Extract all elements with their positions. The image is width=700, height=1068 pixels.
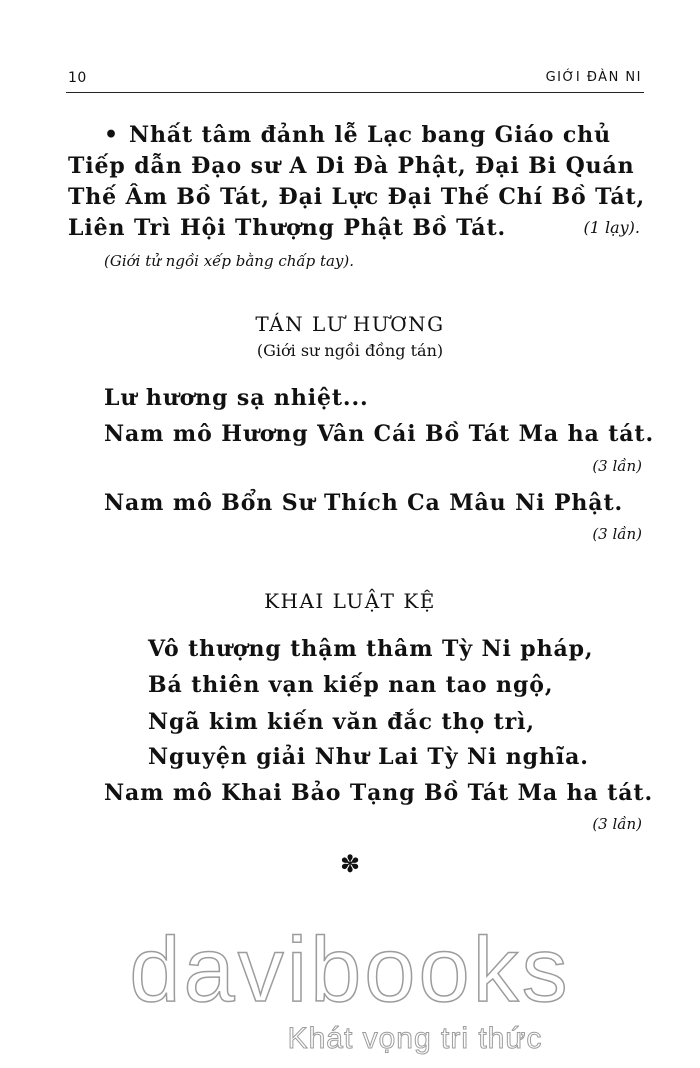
incense-section-title: TÁN LƯ HƯƠNG — [255, 312, 445, 336]
bullet-marker: • — [104, 122, 119, 148]
watermark-brand: davibooks — [129, 919, 571, 1021]
header-divider — [66, 92, 644, 93]
verse-closing-line: Nam mô Khai Bảo Tạng Bồ Tát Ma ha tát. — [104, 780, 654, 806]
verse-line-2: Bá thiên vạn kiếp nan tao ngộ, — [148, 672, 554, 698]
invocation-line-3: Thế Âm Bồ Tát, Đại Lực Đại Thế Chí Bồ Tát, — [68, 184, 646, 210]
invocation-instruction: (Giới tử ngồi xếp bằng chấp tay). — [104, 252, 355, 270]
invocation-line-1 — [104, 122, 611, 148]
incense-repeat-1: (3 lần) — [592, 457, 642, 475]
watermark-slogan: Khát vọng tri thức — [287, 1022, 543, 1055]
incense-line-3: Nam mô Bổn Sư Thích Ca Mâu Ni Phật. — [104, 490, 624, 516]
invocation-line-4: Liên Trì Hội Thượng Phật Bồ Tát. — [68, 215, 507, 241]
invocation-line-2: Tiếp dẫn Đạo sư A Di Đà Phật, Đại Bi Quán — [68, 153, 635, 179]
flower-ornament-icon: ✽ — [339, 850, 361, 878]
opening-verse-title: KHAI LUẬT KỆ — [264, 589, 436, 613]
incense-section-subtitle: (Giới sư ngồi đồng tán) — [256, 341, 444, 360]
incense-line-1: Lư hương sạ nhiệt... — [104, 385, 369, 411]
incense-line-2: Nam mô Hương Vân Cái Bồ Tát Ma ha tát. — [104, 421, 655, 447]
verse-line-3: Ngã kim kiến văn đắc thọ trì, — [148, 709, 535, 735]
verse-line-4: Nguyện giải Như Lai Tỳ Ni nghĩa. — [148, 744, 589, 770]
page-number: 10 — [68, 70, 87, 86]
running-title: GIỚI ĐÀN NI — [545, 70, 642, 85]
invocation-repeat-note: (1 lạy). — [583, 218, 640, 237]
verse-line-1: Vô thượng thậm thâm Tỳ Ni pháp, — [148, 636, 594, 662]
verse-repeat-note: (3 lần) — [592, 815, 642, 833]
invocation-line-1-text: Nhất tâm đảnh lễ Lạc bang Giáo chủ — [128, 122, 611, 148]
incense-repeat-2: (3 lần) — [592, 525, 642, 543]
